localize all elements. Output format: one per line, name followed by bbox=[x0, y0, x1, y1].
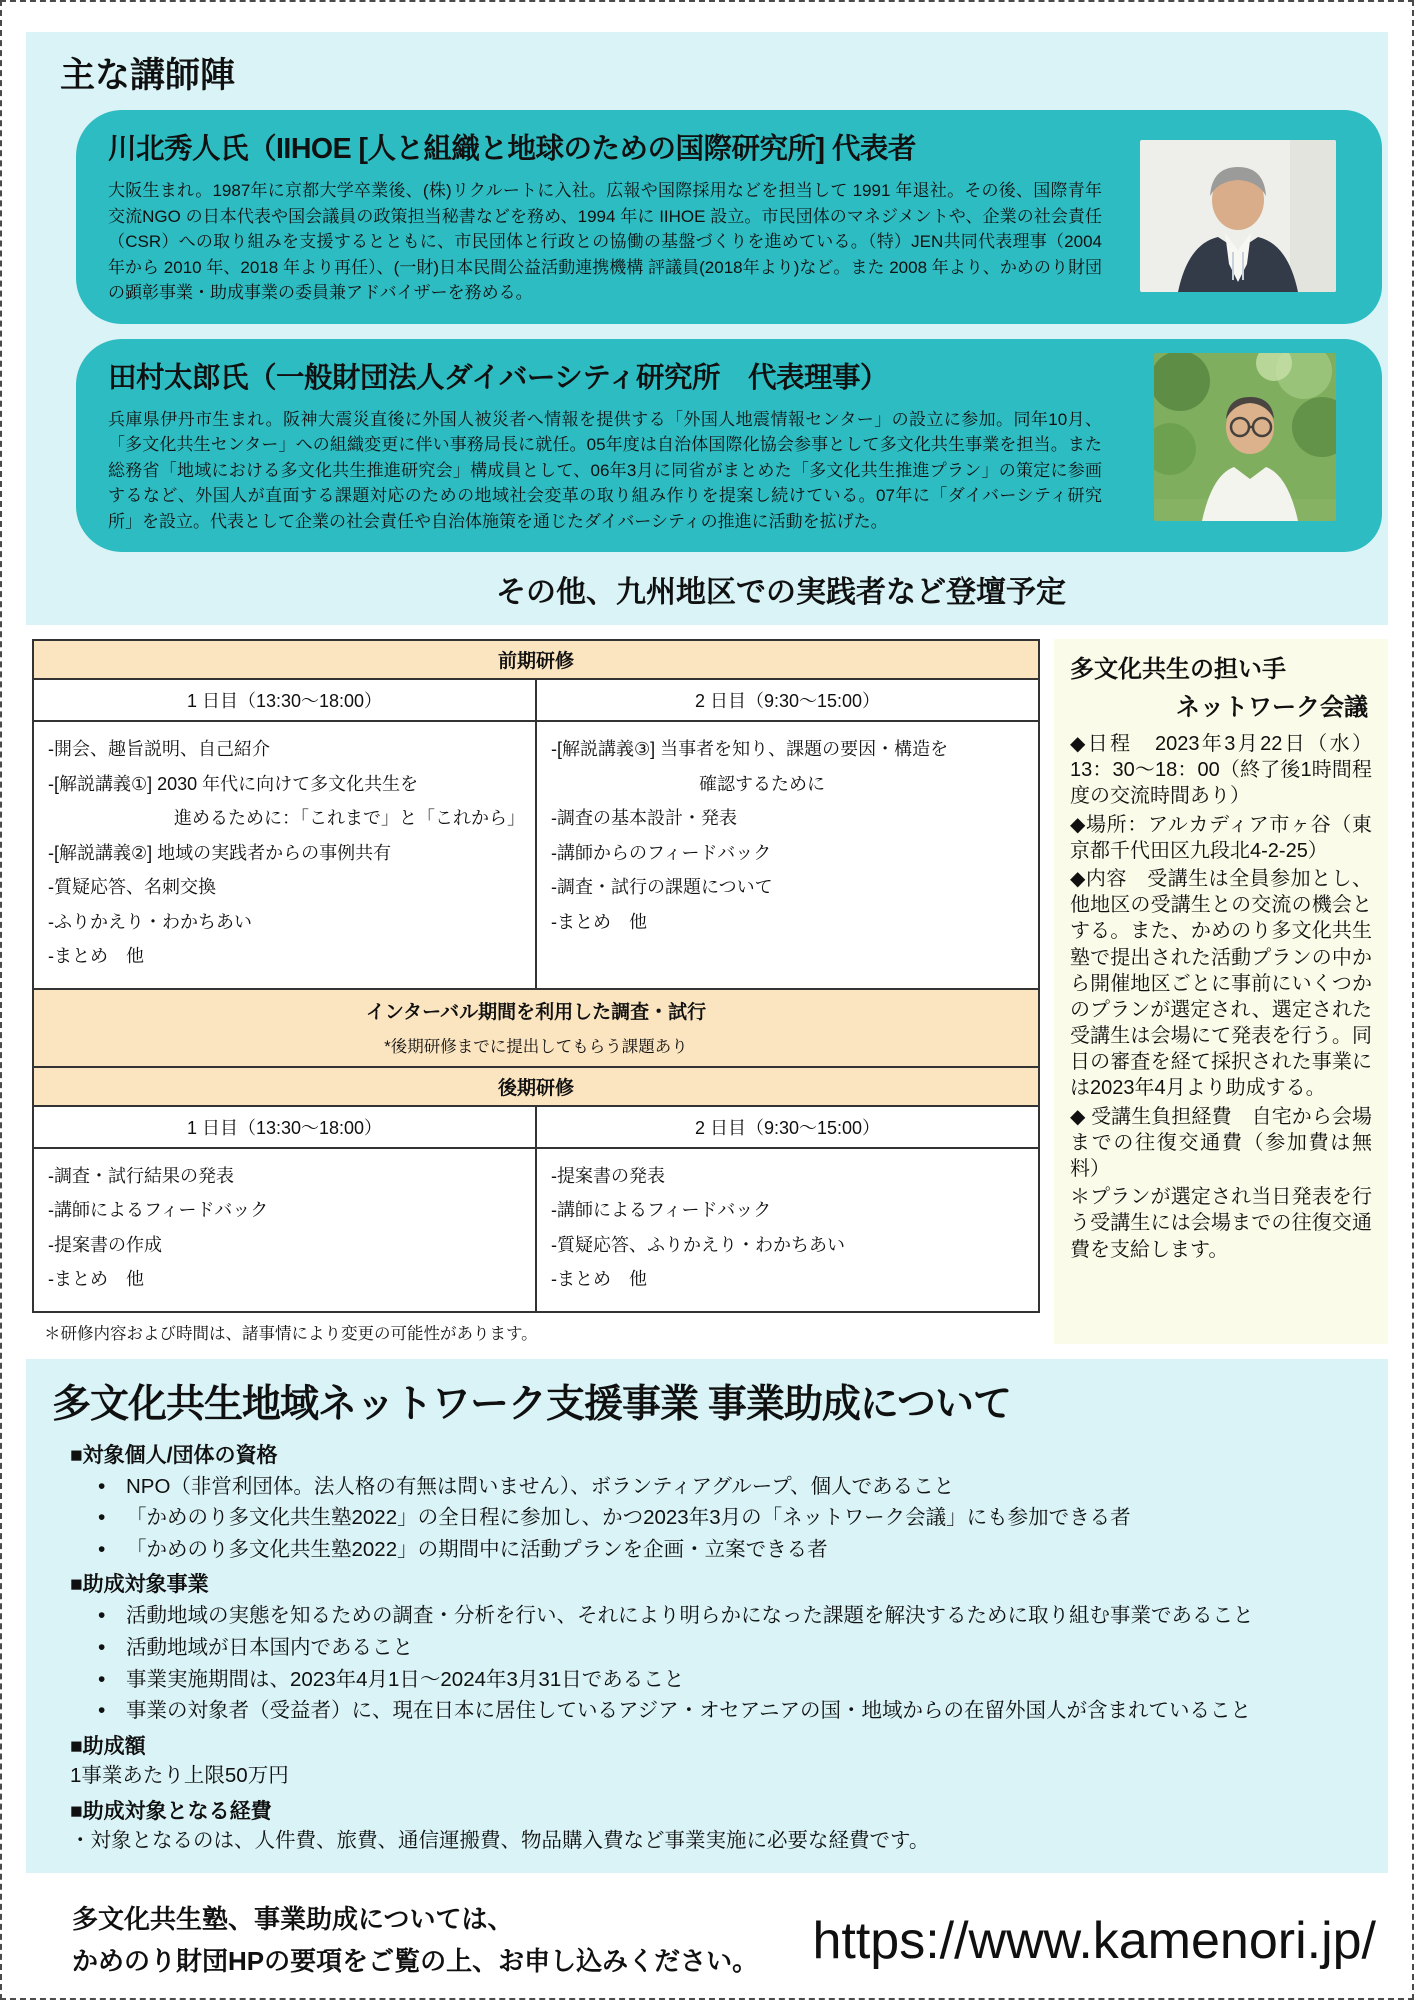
schedule-item: -質疑応答、名刺交換 bbox=[48, 877, 216, 897]
schedule-item: 確認するために bbox=[699, 773, 825, 794]
meeting-date: ◆日程 2023年3月22日（水）13：30～18：00（終了後1時間程度の交流時間あり） bbox=[1070, 733, 1372, 808]
grant-expenses-line: ・対象となるのは、人件費、旅費、通信運搬費、物品購入費など事業実施に必要な経費です。 bbox=[70, 1828, 930, 1852]
grant-section bbox=[26, 1359, 1388, 1874]
list-item: • 活動地域が日本国内であること bbox=[94, 1635, 1368, 1662]
schedule-item: -[解説講義①] 2030 年代に向けて多文化共生を bbox=[48, 773, 419, 794]
schedule-item: -開会、趣旨説明、自己紹介 bbox=[48, 739, 270, 759]
grant-target-heading: ■助成対象事業 bbox=[70, 1573, 209, 1597]
application-note bbox=[72, 1899, 758, 1982]
schedule-item: -講師によるフィードバック bbox=[48, 1200, 269, 1220]
meeting-cost-note: ＊プランが選定され当日発表を行う受講生には会場までの往復交通費を支給します。 bbox=[1070, 1186, 1372, 1261]
schedule-item: -調査・試行の課題について bbox=[551, 877, 773, 897]
grant-eligibility-heading: ■対象個人/団体の資格 bbox=[70, 1443, 278, 1467]
schedule-item: -講師によるフィードバック bbox=[551, 1200, 772, 1220]
instructor-name: 川北秀人氏（IIHOE [人と組織と地球のための国際研究所] 代表者 bbox=[108, 133, 916, 165]
page-title: 主な講師陣 bbox=[60, 56, 236, 95]
schedule-item: -講師からのフィードバック bbox=[551, 842, 772, 863]
interval-cell bbox=[33, 989, 1039, 1067]
late-day2-cell bbox=[536, 1148, 1039, 1312]
schedule-item: -提案書の作成 bbox=[48, 1234, 162, 1255]
schedule-item: -まとめ 他 bbox=[551, 911, 647, 932]
schedule-item: -調査・試行結果の発表 bbox=[48, 1165, 234, 1186]
list-item: • NPO（非営利団体。法人格の有無は問いません）、ボランティアグループ、個人であること bbox=[94, 1474, 1368, 1501]
schedule-item: -まとめ 他 bbox=[48, 946, 144, 966]
instructor-card-kawakita bbox=[76, 110, 1382, 324]
list-item: • 「かめのり多文化共生塾2022」の期間中に活動プランを企画・立案できる者 bbox=[94, 1537, 1368, 1564]
list-item: • 事業の対象者（受益者）に、現在日本に居住しているアジア・オセアニアの国・地域からの在留外国人が含まれていること bbox=[94, 1698, 1368, 1725]
schedule-footnote: ＊研修内容および時間は、諸事情により変更の可能性があります。 bbox=[44, 1324, 538, 1343]
early-day2-header: 2 日目（9:30～15:00） bbox=[536, 679, 1039, 721]
schedule-item: -まとめ 他 bbox=[48, 1269, 144, 1289]
early-day1-header: 1 日目（13:30～18:00） bbox=[33, 679, 536, 721]
schedule-item: -[解説講義②] 地域の実践者からの事例共有 bbox=[48, 842, 392, 863]
schedule-item: -調査の基本設計・発表 bbox=[551, 808, 737, 828]
interval-note: *後期研修までに提出してもらう課題あり bbox=[384, 1037, 688, 1056]
interval-title: インターバル期間を利用した調査・試行 bbox=[365, 1001, 707, 1023]
application-note-line2: かめのり財団HPの要項をご覧の上、お申し込みください。 bbox=[72, 1945, 759, 1976]
grant-title: 多文化共生地域ネットワーク支援事業 事業助成について bbox=[52, 1382, 1012, 1426]
instructor-photo-icon bbox=[1140, 140, 1336, 292]
list-item: • 活動地域の実態を知るための調査・分析を行い、それにより明らかになった課題を解決するために取り組む事業であること bbox=[94, 1603, 1368, 1630]
early-day2-cell bbox=[536, 721, 1039, 989]
early-training-header: 前期研修 bbox=[33, 640, 1039, 679]
instructor-card-tamura bbox=[76, 339, 1382, 553]
network-meeting-panel bbox=[1054, 639, 1388, 1344]
other-speakers-note: その他、九州地区での実践者など登壇予定 bbox=[496, 576, 1066, 609]
network-meeting-title-line1: 多文化共生の担い手 bbox=[1070, 656, 1286, 683]
list-item: • 「かめのり多文化共生塾2022」の全日程に参加し、かつ2023年3月の「ネットワーク会議」にも参加できる者 bbox=[94, 1505, 1368, 1532]
meeting-content: ◆内容 受講生は全員参加とし、他地区の受講生との交流の機会とする。また、かめのり多文化共生塾で提出された活動プランの中から開催地区ごとに事前にいくつかのプランが選定され、選定された受講生は会場にて発表を行う。同日の審査を経て採択された事業には2023年4月より助成する。 bbox=[1070, 867, 1372, 1100]
grant-amount-heading: ■助成額 bbox=[70, 1734, 146, 1758]
instructor-name: 田村太郎氏（一般財団法人ダイバーシティ研究所 代表理事） bbox=[108, 361, 889, 394]
early-day1-cell bbox=[33, 721, 536, 989]
schedule-section bbox=[32, 639, 1388, 1344]
schedule-item: -[解説講義③] 当事者を知り、課題の要因・構造を bbox=[551, 739, 949, 759]
grant-amount-line: 1事業あたり上限50万円 bbox=[70, 1763, 289, 1787]
grant-target-list bbox=[40, 1603, 1368, 1725]
meeting-place: ◆場所：アルカディア市ヶ谷（東京都千代田区九段北4-2-25） bbox=[1070, 813, 1372, 862]
website-url-link[interactable]: https://www.kamenori.jp/ bbox=[812, 1911, 1376, 1970]
footer bbox=[10, 1873, 1404, 1990]
late-day1-cell bbox=[33, 1148, 536, 1312]
instructor-photo-icon bbox=[1154, 353, 1336, 521]
list-item: • 事業実施期間は、2023年4月1日～2024年3月31日であること bbox=[94, 1667, 1368, 1694]
instructors-section bbox=[26, 32, 1388, 625]
schedule-item: -質疑応答、ふりかえり・わかちあい bbox=[551, 1234, 845, 1255]
grant-expenses-heading: ■助成対象となる経費 bbox=[70, 1799, 272, 1823]
late-day1-header: 1 日目（13:30～18:00） bbox=[33, 1106, 536, 1148]
late-training-header: 後期研修 bbox=[33, 1067, 1039, 1106]
instructor-bio: 大阪生まれ。1987年に京都大学卒業後、(株)リクルートに入社。広報や国際採用などを担当して 1991 年退社。その後、国際青年交流NGO の日本代表や国会議員の政策担当秘書などを務め、1994 年に IIHOE 設立。市民団体のマネジメントや、企業の社会責任（CSR）への取り組みを支援するとともに、市民団体と行政との協働の基盤づくりを進めている。（特）JEN共同代表理事（2004 年から 2010 年、2018 年より再任）、(一財)日本民間公益活動連携機構 評議員(2018年より)など。また 2008 年より、かめのり財団の顕彰事業・助成事業の委員兼アドバイザーを務める。 bbox=[108, 181, 1102, 302]
training-schedule-table bbox=[32, 639, 1040, 1313]
application-note-line1: 多文化共生塾、事業助成については、 bbox=[72, 1904, 514, 1935]
schedule-item: -提案書の発表 bbox=[551, 1165, 665, 1186]
schedule-item: 進めるために：「これまで」と「これから」 bbox=[174, 808, 525, 828]
schedule-item: -ふりかえり・わかちあい bbox=[48, 911, 252, 932]
meeting-cost: ◆ 受講生負担経費 自宅から会場までの往復交通費（参加費は無料） bbox=[1070, 1105, 1372, 1180]
network-meeting-title-line2: ネットワーク会議 bbox=[1176, 694, 1368, 721]
instructor-bio: 兵庫県伊丹市生まれ。阪神大震災直後に外国人被災者へ情報を提供する「外国人地震情報センター」の設立に参加。同年10月、「多文化共生センター」への組織変更に伴い事務局長に就任。05年度は自治体国際化協会参事として多文化共生事業を担当。また総務省「地域における多文化共生推進研究会」構成員として、06年3月に同省がまとめた「多文化共生推進プラン」の策定に参画するなど、外国人が直面する課題対応のための地域社会変革の取り組み作りを提案し続けている。07年に「ダイバーシティ研究所」を設立。代表として企業の社会責任や自治体施策を通じたダイバーシティの推進に活動を拡げた。 bbox=[108, 409, 1102, 531]
schedule-item: -まとめ 他 bbox=[551, 1269, 647, 1289]
schedule-table-column bbox=[32, 639, 1040, 1344]
late-day2-header: 2 日目（9:30～15:00） bbox=[536, 1106, 1039, 1148]
grant-eligibility-list bbox=[40, 1474, 1368, 1564]
